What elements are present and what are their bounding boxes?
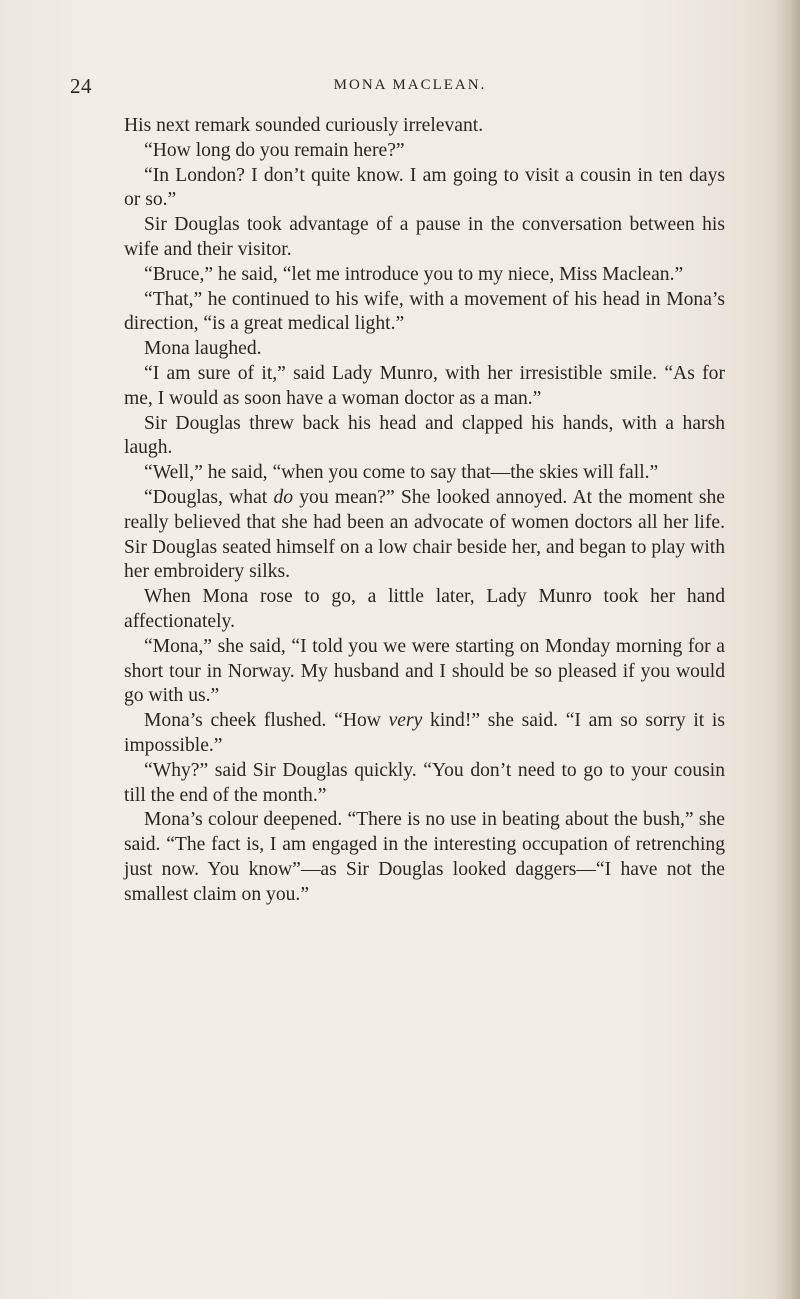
paragraph-text: kind!” she said. “I am so sorry it is impossible.”	[124, 710, 725, 756]
paragraph: “That,” he continued to his wife, with a movement of his head in Mona’s direction, “is a great medical light.”	[124, 288, 725, 335]
running-head: MONA MACLEAN.	[333, 77, 487, 93]
paragraph: His next remark sounded curiously irrelevant.	[124, 115, 484, 136]
paragraph-text: Mona’s cheek flushed. “How	[144, 710, 389, 732]
paragraph: “I am sure of it,” said Lady Munro, with her irresistible smile. “As for me, I would as soon have a woman doctor as a man.”	[124, 362, 725, 409]
paragraph	[124, 486, 725, 585]
emphasis-text: do	[273, 486, 294, 508]
paragraph: When Mona rose to go, a little later, Lady Munro took her hand affectionately.	[124, 586, 725, 632]
body-text	[124, 114, 725, 908]
paragraph: “Why?” said Sir Douglas quickly. “You don’t need to go to your cousin till the end of the month.”	[124, 759, 725, 806]
paragraph-text: “Douglas, what	[144, 486, 274, 508]
page-header	[70, 74, 750, 104]
page-number: 24	[70, 74, 92, 98]
paragraph: “Bruce,” he said, “let me introduce you to my niece, Miss Maclean.”	[144, 263, 684, 285]
paragraph: Mona laughed.	[144, 338, 262, 360]
paragraph: Sir Douglas took advantage of a pause in the conversation between his wife and their visitor.	[124, 214, 725, 260]
paragraph: “How long do you remain here?”	[144, 139, 405, 161]
paragraph: “Mona,” she said, “I told you we were starting on Monday morning for a short tour in Norway. My husband and I should be so pleased if you would go with us.”	[124, 635, 725, 707]
emphasis-text: very	[388, 710, 423, 732]
paragraph-text: you mean?” She looked annoyed. At the moment she really believed that she had been an advocate of women doctors all her life. Sir Douglas seated himself on a low chair beside her, and began to play with her embroidery silks.	[124, 486, 725, 583]
page-edge-shadow	[776, 0, 800, 1299]
paragraph: Mona’s colour deepened. “There is no use in beating about the bush,” she said. “The fact is, I am engaged in the interesting occupation of retrenching just now. You know”—as Sir Douglas looked daggers—“I have not the smallest claim on you.”	[124, 809, 725, 905]
paragraph: Sir Douglas threw back his head and clapped his hands, with a harsh laugh.	[124, 412, 725, 459]
paragraph: “Well,” he said, “when you come to say that—the skies will fall.”	[144, 462, 659, 484]
paragraph	[124, 709, 725, 759]
paragraph: “In London? I don’t quite know. I am going to visit a cousin in ten days or so.”	[124, 164, 725, 211]
